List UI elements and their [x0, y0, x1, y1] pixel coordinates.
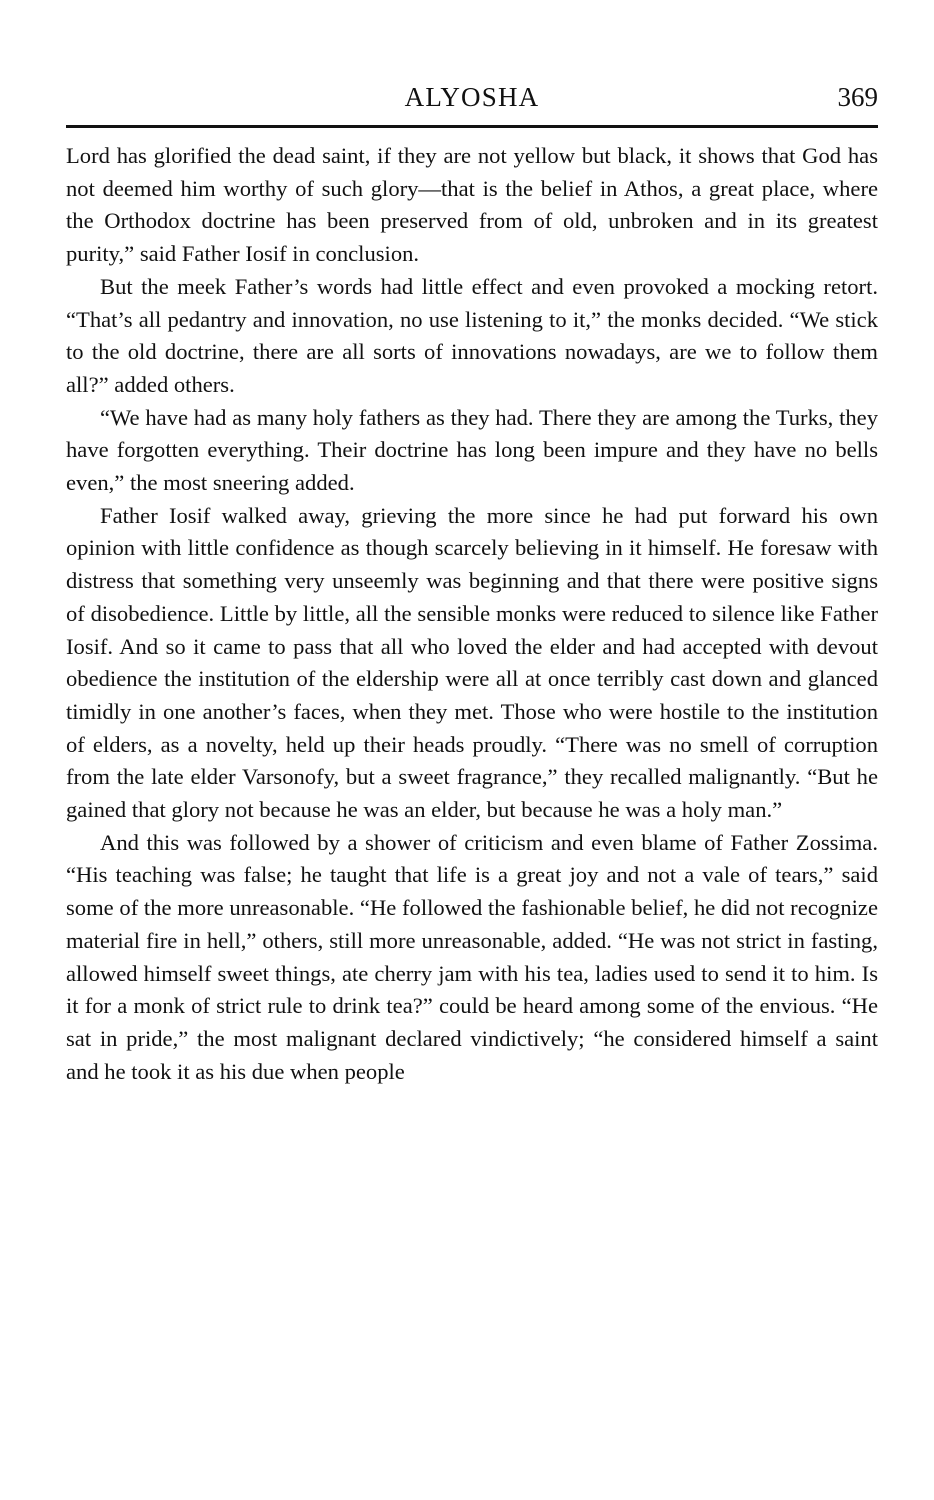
paragraph-continued: Lord has glorified the dead saint, if they are not yellow but black, it shows that God has not deemed him worthy of such glory—that is the belief in Athos, a great place, where the Orthodox doctrine has been preserved from of old, unbroken and in its greatest purity,” said Father Iosif in conclusion.: [66, 143, 878, 267]
header-rule: [66, 125, 878, 128]
body-text: [66, 140, 878, 1088]
running-title: ALYOSHA: [404, 82, 540, 112]
paragraph: And this was followed by a shower of criticism and even blame of Father Zossima. “His teaching was false; he taught that life is a great joy and not a vale of tears,” said some of the more unreasonable. “He followed the fashionable belief, he did not recognize material fire in hell,” others, still more unreasonable, added. “He was not strict in fasting, allowed himself sweet things, ate cherry jam with his tea, ladies used to send it to him. Is it for a monk of strict rule to drink tea?” could be heard among some of the envious. “He sat in pride,” the most malignant declared vindictively; “he considered himself a saint and he took it as his due when people: [66, 829, 878, 1084]
paragraph: Father Iosif walked away, grieving the more since he had put forward his own opinion with little confidence as though scarcely believing in it himself. He foresaw with distress that something very unseemly was beginning and that there were positive signs of disobedience. Little by little, all the sensible monks were reduced to silence like Father Iosif. And so it came to pass that all who loved the elder and had accepted with devout obedience the institution of the eldership were all at once terribly cast down and glanced timidly in one another’s faces, when they met. Those who were hostile to the institution of elders, as a novelty, held up their heads proudly. “There was no smell of corruption from the late elder Varsonofy, but a sweet fragrance,” they recalled malignantly. “But he gained that glory not because he was an elder, but because he was a holy man.”: [66, 502, 878, 823]
page-number: 369: [837, 82, 878, 112]
paragraph: “We have had as many holy fathers as they had. There they are among the Turks, they have forgotten everything. Their doctrine has long been impure and they have no bells even,” the most sneering added.: [66, 404, 878, 496]
paragraph: But the meek Father’s words had little effect and even provoked a mocking retort. “That’s all pedantry and innovation, no use listening to it,” the monks decided. “We stick to the old doctrine, there are all sorts of innovations nowadays, are we to follow them all?” added others.: [66, 273, 878, 397]
running-head: [66, 78, 878, 118]
